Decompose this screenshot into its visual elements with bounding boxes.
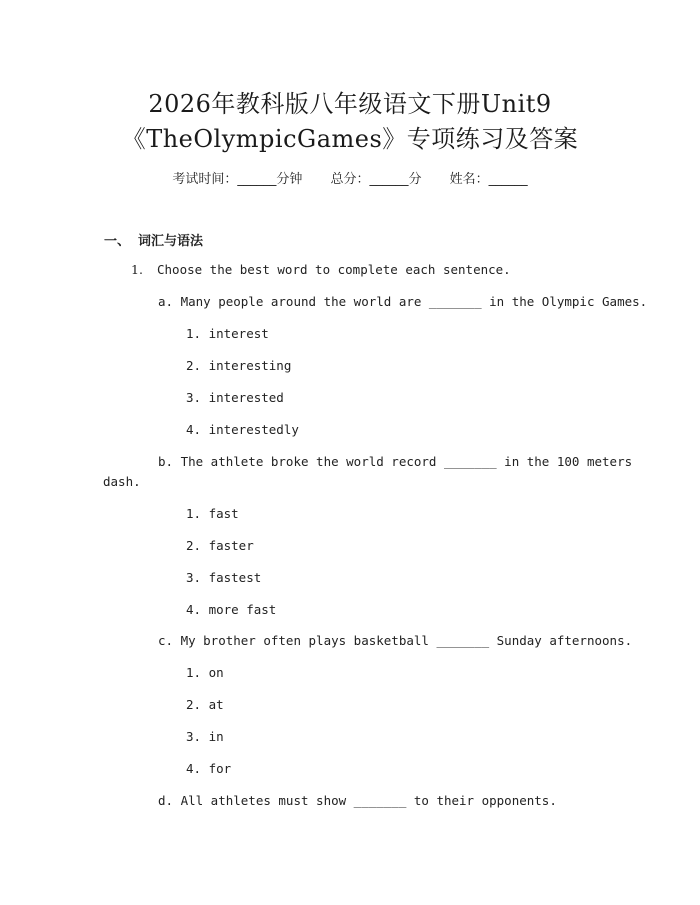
option-b-4: 4. more fast bbox=[186, 602, 277, 617]
question-text: Choose the best word to complete each sentence. bbox=[157, 262, 511, 277]
document-title-line-2: 《TheOlympicGames》专项练习及答案 bbox=[121, 125, 579, 153]
question-1 bbox=[131, 262, 511, 277]
sub-question-b-continuation: dash. bbox=[103, 474, 141, 489]
sub-question-b: b. The athlete broke the world record _______ in the 100 meters bbox=[158, 454, 633, 469]
option-b-1: 1. fast bbox=[186, 506, 239, 521]
option-b-2: 2. faster bbox=[186, 538, 254, 553]
option-c-4: 4. for bbox=[186, 761, 232, 776]
exam-info bbox=[0, 168, 700, 187]
exam-name: 姓名：______ bbox=[449, 172, 528, 187]
option-a-4: 4. interestedly bbox=[186, 422, 299, 437]
question-number: 1. bbox=[131, 262, 143, 277]
option-a-1: 1. interest bbox=[186, 326, 269, 341]
option-c-1: 1. on bbox=[186, 665, 224, 680]
option-c-2: 2. at bbox=[186, 697, 224, 712]
section-heading bbox=[104, 230, 203, 249]
exam-score: 总分：______分 bbox=[330, 172, 422, 187]
sub-question-d: d. All athletes must show _______ to their opponents. bbox=[158, 793, 557, 808]
sub-question-a: a. Many people around the world are _______ in the Olympic Games. bbox=[158, 294, 648, 309]
section-title: 词汇与语法 bbox=[138, 234, 204, 249]
section-number: 一、 bbox=[104, 234, 131, 249]
exam-time: 考试时间：______分钟 bbox=[172, 172, 303, 187]
option-b-3: 3. fastest bbox=[186, 570, 262, 585]
option-a-2: 2. interesting bbox=[186, 358, 292, 373]
option-a-3: 3. interested bbox=[186, 390, 284, 405]
sub-question-c: c. My brother often plays basketball _______ Sunday afternoons. bbox=[158, 633, 633, 648]
option-c-3: 3. in bbox=[186, 729, 224, 744]
document-title-line-1: 2026年教科版八年级语文下册Unit9 bbox=[148, 90, 552, 118]
